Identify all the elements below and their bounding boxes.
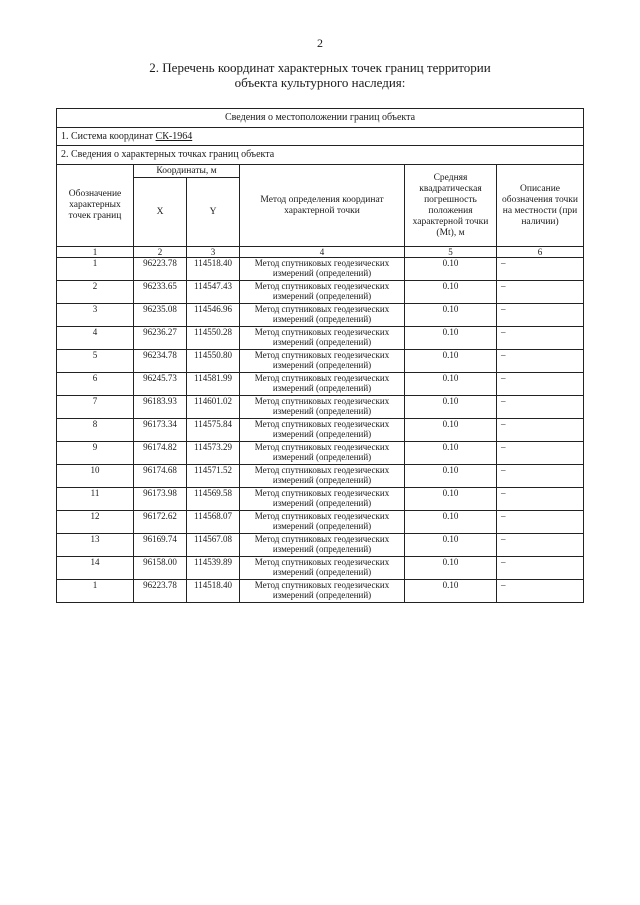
- error-cell: 0.10: [405, 580, 497, 603]
- method-cell: Метод спутниковых геодезических измерений (определений): [240, 557, 405, 580]
- point-cell: 8: [57, 419, 134, 442]
- description-cell: –: [497, 488, 584, 511]
- method-cell: Метод спутниковых геодезических измерений (определений): [240, 350, 405, 373]
- y-cell: 114568.07: [187, 511, 240, 534]
- description-cell: –: [497, 580, 584, 603]
- x-cell: 96173.34: [134, 419, 187, 442]
- description-cell: –: [497, 281, 584, 304]
- x-cell: 96172.62: [134, 511, 187, 534]
- x-cell: 96174.68: [134, 465, 187, 488]
- method-cell: Метод спутниковых геодезических измерений (определений): [240, 511, 405, 534]
- method-cell: Метод спутниковых геодезических измерений (определений): [240, 373, 405, 396]
- header-y: Y: [187, 178, 240, 247]
- description-cell: –: [497, 442, 584, 465]
- column-number-3: 3: [187, 247, 240, 258]
- table-caption: Сведения о местоположении границ объекта: [57, 109, 584, 128]
- y-cell: 114518.40: [187, 580, 240, 603]
- point-cell: 3: [57, 304, 134, 327]
- error-cell: 0.10: [405, 488, 497, 511]
- description-cell: –: [497, 534, 584, 557]
- method-cell: Метод спутниковых геодезических измерений (определений): [240, 442, 405, 465]
- error-cell: 0.10: [405, 350, 497, 373]
- coordinate-system-label: 1. Система координат: [61, 131, 156, 142]
- x-cell: 96173.98: [134, 488, 187, 511]
- description-cell: –: [497, 557, 584, 580]
- y-cell: 114575.84: [187, 419, 240, 442]
- points-section-title: 2. Сведения о характерных точках границ объекта: [57, 146, 584, 165]
- point-cell: 12: [57, 511, 134, 534]
- error-cell: 0.10: [405, 511, 497, 534]
- error-cell: 0.10: [405, 465, 497, 488]
- point-cell: 13: [57, 534, 134, 557]
- header-description: Описание обозначения точки на местности (при наличии): [497, 165, 584, 247]
- x-cell: 96234.78: [134, 350, 187, 373]
- table-row: [57, 327, 584, 350]
- y-cell: 114573.29: [187, 442, 240, 465]
- y-cell: 114539.89: [187, 557, 240, 580]
- x-cell: 96174.82: [134, 442, 187, 465]
- table-row: [57, 350, 584, 373]
- description-cell: –: [497, 327, 584, 350]
- point-cell: 11: [57, 488, 134, 511]
- y-cell: 114567.08: [187, 534, 240, 557]
- x-cell: 96169.74: [134, 534, 187, 557]
- method-cell: Метод спутниковых геодезических измерений (определений): [240, 488, 405, 511]
- description-cell: –: [497, 511, 584, 534]
- title-line-1: 2. Перечень координат характерных точек границ территории: [149, 60, 491, 75]
- error-cell: 0.10: [405, 327, 497, 350]
- description-cell: –: [497, 465, 584, 488]
- x-cell: 96158.00: [134, 557, 187, 580]
- method-cell: Метод спутниковых геодезических измерений (определений): [240, 304, 405, 327]
- table-row: [57, 281, 584, 304]
- y-cell: 114601.02: [187, 396, 240, 419]
- point-cell: 2: [57, 281, 134, 304]
- coordinates-table: [56, 108, 584, 603]
- page-number: 2: [317, 36, 323, 50]
- y-cell: 114550.80: [187, 350, 240, 373]
- table-row: [57, 396, 584, 419]
- table-row: [57, 419, 584, 442]
- table-row: [57, 373, 584, 396]
- column-number-6: 6: [497, 247, 584, 258]
- point-cell: 10: [57, 465, 134, 488]
- point-cell: 4: [57, 327, 134, 350]
- table-row: [57, 488, 584, 511]
- header-point: Обозначение характерных точек границ: [57, 165, 134, 247]
- method-cell: Метод спутниковых геодезических измерений (определений): [240, 465, 405, 488]
- x-cell: 96233.65: [134, 281, 187, 304]
- column-number-4: 4: [240, 247, 405, 258]
- error-cell: 0.10: [405, 281, 497, 304]
- y-cell: 114547.43: [187, 281, 240, 304]
- point-cell: 5: [57, 350, 134, 373]
- header-method: Метод определения координат характерной точки: [240, 165, 405, 247]
- x-cell: 96183.93: [134, 396, 187, 419]
- method-cell: Метод спутниковых геодезических измерений (определений): [240, 419, 405, 442]
- point-cell: 6: [57, 373, 134, 396]
- table-row: [57, 442, 584, 465]
- y-cell: 114571.52: [187, 465, 240, 488]
- description-cell: –: [497, 396, 584, 419]
- point-cell: 7: [57, 396, 134, 419]
- error-cell: 0.10: [405, 258, 497, 281]
- x-cell: 96223.78: [134, 258, 187, 281]
- point-cell: 1: [57, 580, 134, 603]
- y-cell: 114546.96: [187, 304, 240, 327]
- table-row: [57, 557, 584, 580]
- error-cell: 0.10: [405, 396, 497, 419]
- y-cell: 114569.58: [187, 488, 240, 511]
- title-line-2: объекта культурного наследия:: [234, 75, 406, 90]
- method-cell: Метод спутниковых геодезических измерений (определений): [240, 580, 405, 603]
- document-title: [60, 60, 580, 90]
- coordinate-system-value: СК-1964: [155, 131, 193, 142]
- y-cell: 114581.99: [187, 373, 240, 396]
- method-cell: Метод спутниковых геодезических измерений (определений): [240, 258, 405, 281]
- column-number-2: 2: [134, 247, 187, 258]
- table-row: [57, 580, 584, 603]
- coordinate-system: [57, 128, 584, 146]
- error-cell: 0.10: [405, 373, 497, 396]
- table-row: [57, 511, 584, 534]
- x-cell: 96245.73: [134, 373, 187, 396]
- description-cell: –: [497, 350, 584, 373]
- error-cell: 0.10: [405, 557, 497, 580]
- error-cell: 0.10: [405, 304, 497, 327]
- method-cell: Метод спутниковых геодезических измерений (определений): [240, 534, 405, 557]
- method-cell: Метод спутниковых геодезических измерений (определений): [240, 281, 405, 304]
- y-cell: 114518.40: [187, 258, 240, 281]
- point-cell: 9: [57, 442, 134, 465]
- header-error: Средняя квадратическая погрешность положения характерной точки (Mt), м: [405, 165, 497, 247]
- x-cell: 96236.27: [134, 327, 187, 350]
- description-cell: –: [497, 373, 584, 396]
- table-row: [57, 258, 584, 281]
- header-x: X: [134, 178, 187, 247]
- description-cell: –: [497, 304, 584, 327]
- method-cell: Метод спутниковых геодезических измерений (определений): [240, 327, 405, 350]
- y-cell: 114550.28: [187, 327, 240, 350]
- column-number-1: 1: [57, 247, 134, 258]
- column-number-5: 5: [405, 247, 497, 258]
- x-cell: 96223.78: [134, 580, 187, 603]
- table-row: [57, 465, 584, 488]
- point-cell: 14: [57, 557, 134, 580]
- header-coordinates: Координаты, м: [134, 165, 240, 178]
- point-cell: 1: [57, 258, 134, 281]
- x-cell: 96235.08: [134, 304, 187, 327]
- error-cell: 0.10: [405, 442, 497, 465]
- method-cell: Метод спутниковых геодезических измерений (определений): [240, 396, 405, 419]
- error-cell: 0.10: [405, 534, 497, 557]
- table-row: [57, 534, 584, 557]
- description-cell: –: [497, 258, 584, 281]
- error-cell: 0.10: [405, 419, 497, 442]
- description-cell: –: [497, 419, 584, 442]
- table-row: [57, 304, 584, 327]
